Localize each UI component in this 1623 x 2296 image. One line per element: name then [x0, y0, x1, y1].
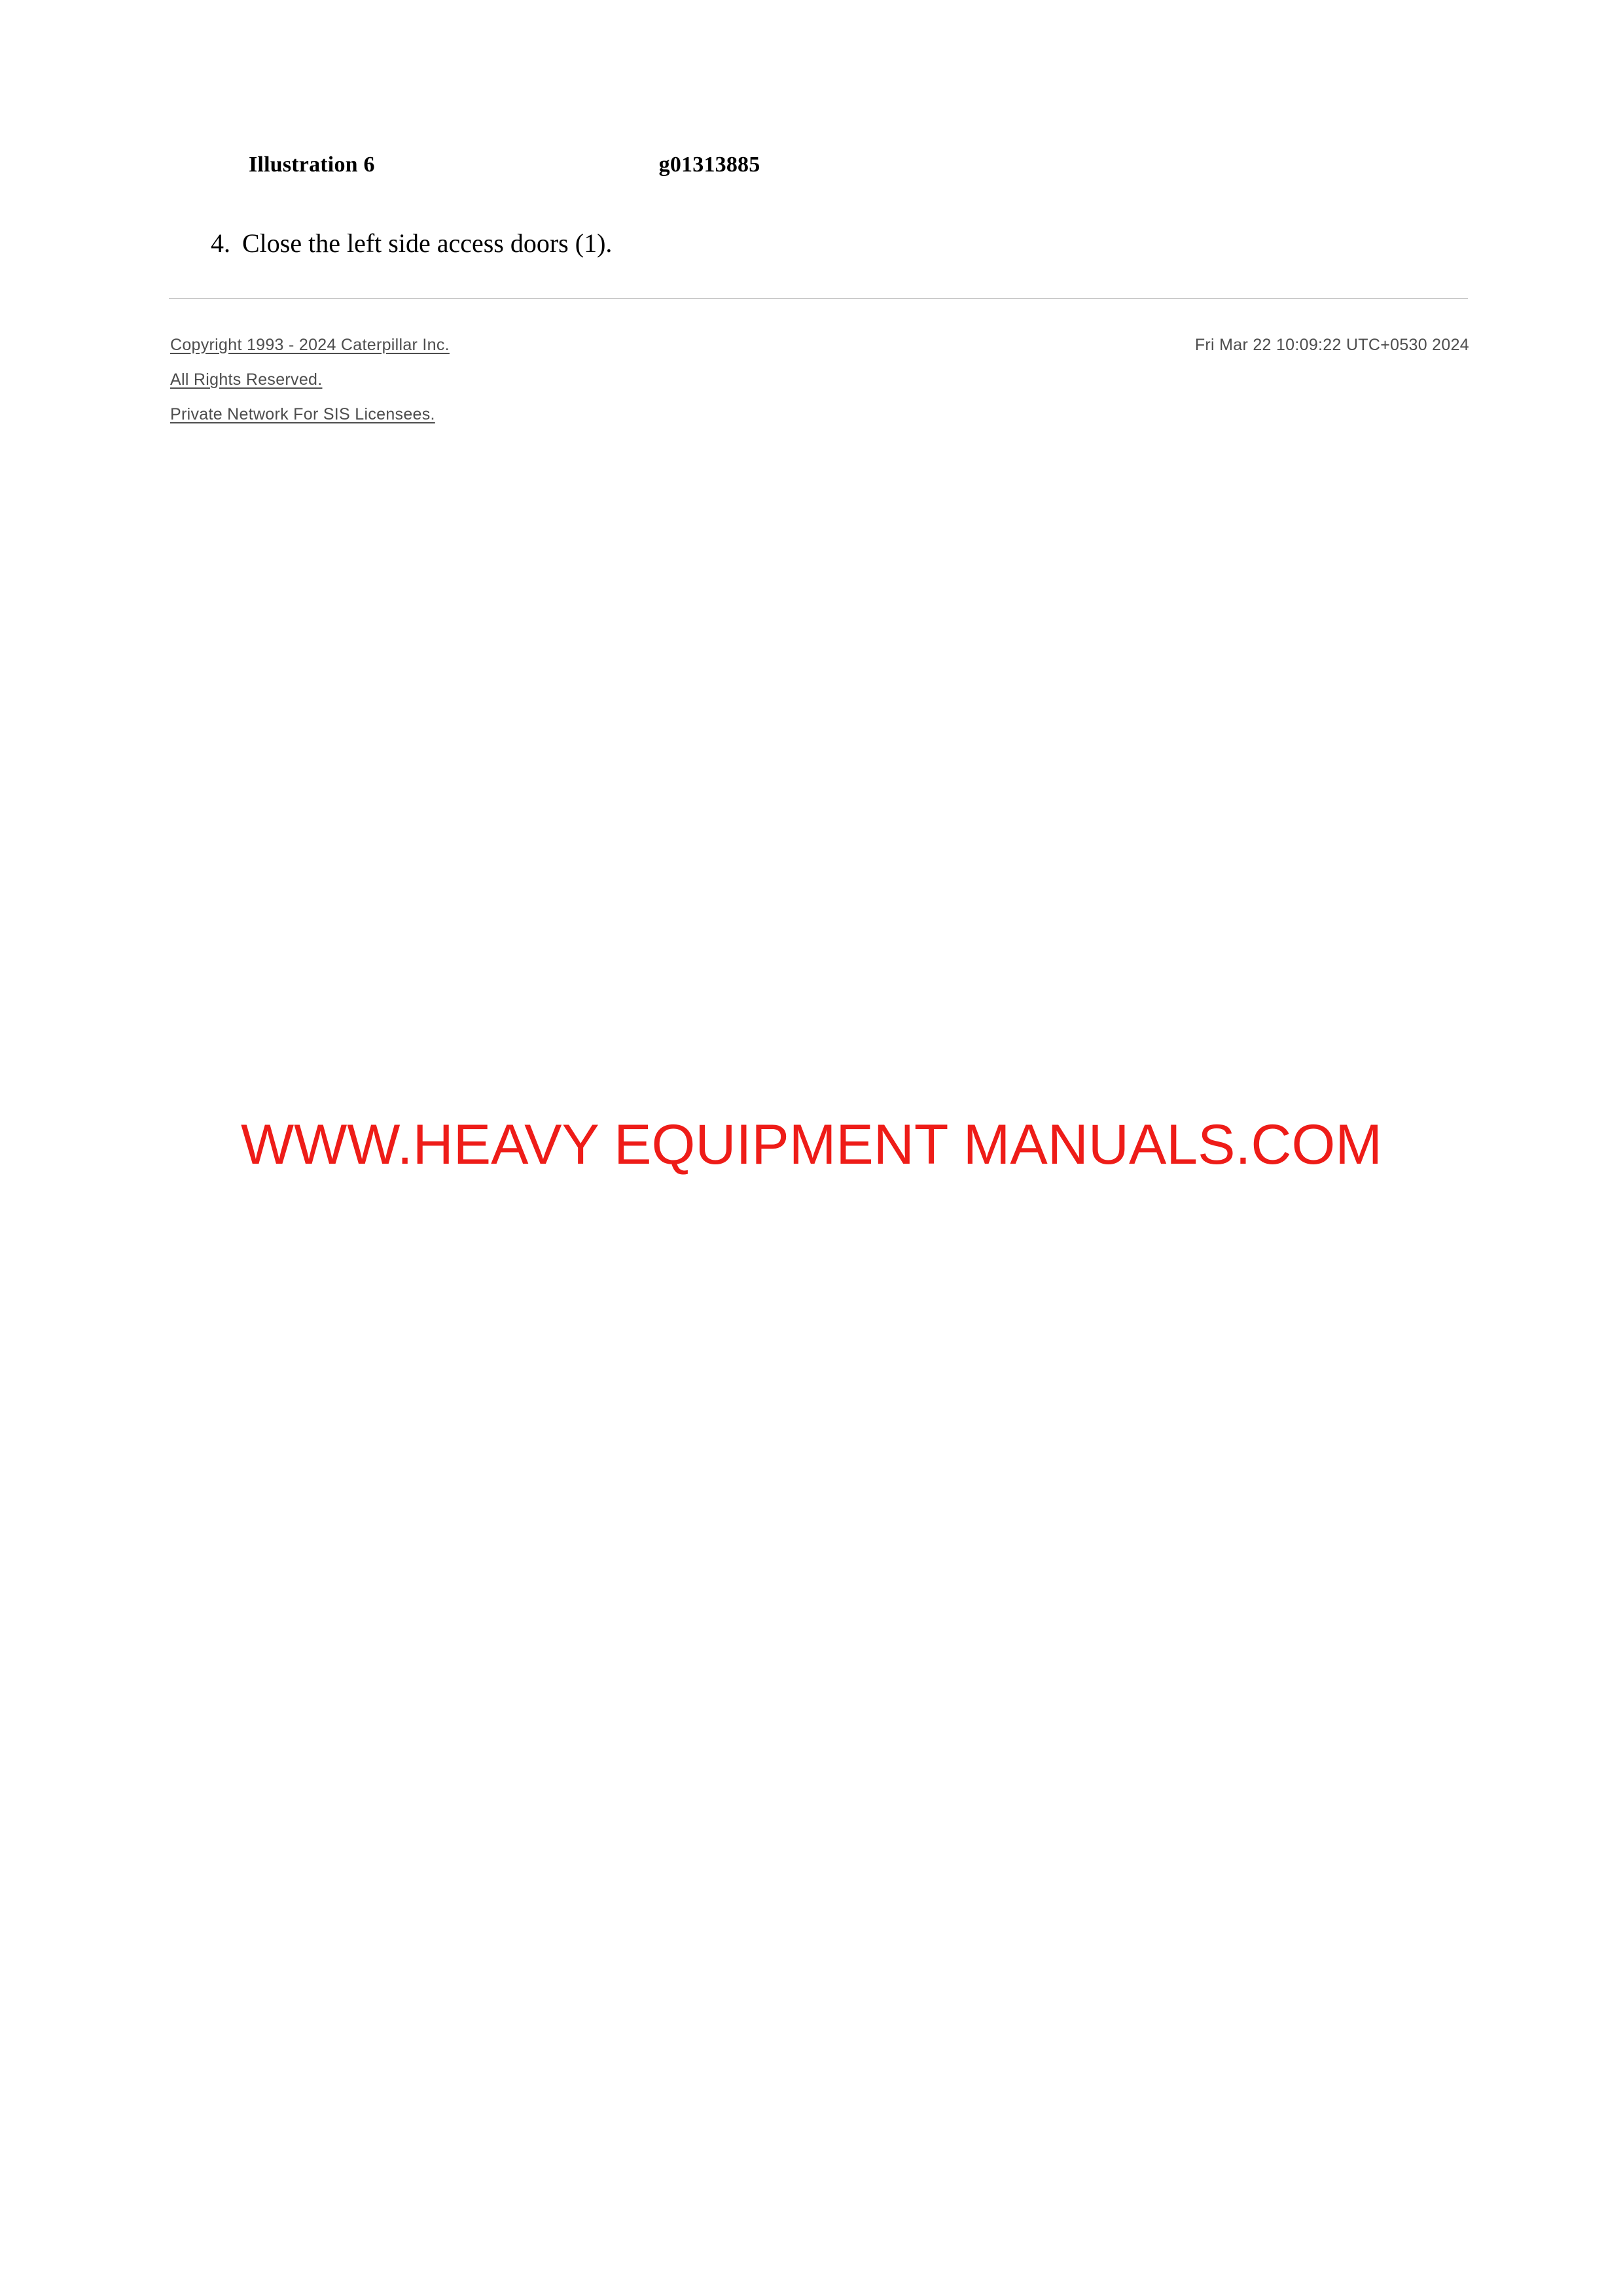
footer-copyright-line[interactable]: Copyright 1993 - 2024 Caterpillar Inc.: [170, 336, 450, 354]
footer-network-line[interactable]: Private Network For SIS Licensees.: [170, 405, 435, 423]
illustration-graphic-id: g01313885: [658, 152, 760, 177]
footer-rights-line[interactable]: All Rights Reserved.: [170, 370, 323, 389]
procedure-step: [211, 228, 612, 259]
illustration-label: Illustration 6: [249, 152, 375, 177]
illustration-caption: [249, 152, 1374, 177]
watermark-text: WWW.HEAVY EQUIPMENT MANUALS.COM: [240, 1113, 1383, 1176]
footer-timestamp: Fri Mar 22 10:09:22 UTC+0530 2024: [1194, 336, 1469, 354]
step-text: Close the left side access doors (1).: [242, 228, 613, 258]
footer-divider: [169, 298, 1468, 299]
footer-copyright-block: [170, 336, 955, 440]
step-number: 4.: [211, 228, 230, 258]
